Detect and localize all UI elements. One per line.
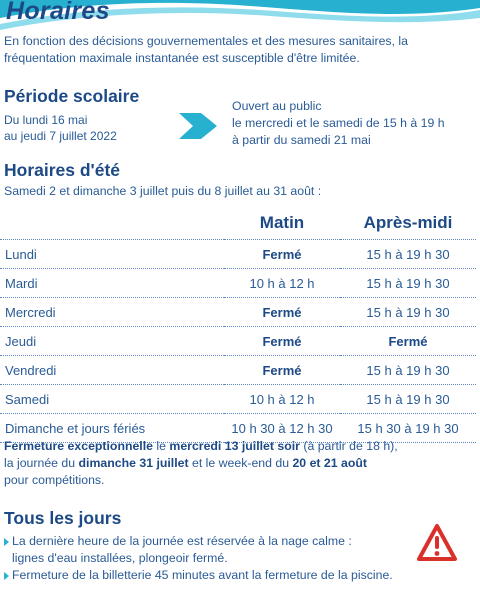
day-cell: Mardi: [0, 269, 224, 298]
morning-cell: Fermé: [224, 327, 340, 356]
table-row: [0, 269, 476, 298]
afternoon-cell: Fermé: [340, 327, 476, 356]
public-line: à partir du samedi 21 mai: [232, 133, 371, 147]
list-item-line: lignes d'eau installées, plongeoir fermé.: [12, 551, 228, 565]
summer-hours-table: [0, 207, 476, 443]
header-morning: Matin: [259, 213, 305, 232]
public-opening-info: [232, 98, 445, 149]
page-title: Horaires: [6, 0, 110, 25]
table-row: [0, 327, 476, 356]
warning-triangle-icon: [416, 523, 458, 563]
table-row: [0, 240, 476, 269]
intro-text: En fonction des décisions gouvernementales et des mesures sanitaires, la fréquentation maximale instantanée est susceptible d'être limitée.: [4, 34, 408, 65]
day-cell: Lundi: [0, 240, 224, 269]
table-row: [0, 298, 476, 327]
header-day: [0, 207, 224, 240]
notice-text: (à partir de 18 h),: [299, 439, 398, 453]
summer-hours-heading: Horaires d'été: [4, 160, 121, 180]
afternoon-cell: 15 h 30 à 19 h 30: [340, 414, 476, 443]
header-afternoon: Après-midi: [363, 213, 453, 232]
morning-cell: 10 h à 12 h: [224, 385, 340, 414]
table-row: [0, 385, 476, 414]
day-cell: Mercredi: [0, 298, 224, 327]
notice-bold: Fermeture exceptionnelle: [4, 439, 153, 453]
notice-bold: 20 et 21 août: [292, 456, 367, 470]
list-item-line: La dernière heure de la journée est réservée à la nage calme :: [12, 534, 352, 548]
notice-line: [4, 438, 478, 455]
public-line: le mercredi et le samedi de 15 h à 19 h: [232, 116, 445, 130]
afternoon-cell: 15 h à 19 h 30: [340, 385, 476, 414]
notice-bold: mercredi 13 juillet soir: [169, 439, 300, 453]
afternoon-cell: 15 h à 19 h 30: [340, 298, 476, 327]
list-item: Fermeture de la billetterie 45 minutes avant la fermeture de la piscine.: [4, 567, 478, 584]
afternoon-cell: 15 h à 19 h 30: [340, 240, 476, 269]
table-row: [0, 356, 476, 385]
morning-cell: Fermé: [224, 298, 340, 327]
morning-cell: 10 h à 12 h: [224, 269, 340, 298]
day-cell: Jeudi: [0, 327, 224, 356]
chevron-right-arrow-icon: [177, 109, 221, 143]
day-cell: Dimanche et jours fériés: [0, 414, 224, 443]
notice-text: la journée du: [4, 456, 79, 470]
notice-text: et le week-end du: [188, 456, 293, 470]
notice-line: [4, 455, 478, 472]
afternoon-cell: 15 h à 19 h 30: [340, 269, 476, 298]
everyday-heading: Tous les jours: [4, 508, 122, 528]
table-header-row: [0, 207, 476, 240]
day-cell: Vendredi: [0, 356, 224, 385]
notice-bold: dimanche 31 juillet: [78, 456, 189, 470]
day-cell: Samedi: [0, 385, 224, 414]
list-item: [4, 533, 478, 567]
school-period-dates: [4, 112, 117, 144]
school-dates-line: Du lundi 16 mai: [4, 113, 88, 127]
afternoon-cell: 15 h à 19 h 30: [340, 356, 476, 385]
morning-cell: 10 h 30 à 12 h 30: [224, 414, 340, 443]
school-period-heading: Période scolaire: [4, 86, 140, 106]
exceptional-closure-notice: [4, 438, 478, 489]
notice-line: pour compétitions.: [4, 473, 105, 487]
notice-text: le: [152, 439, 170, 453]
everyday-list: [4, 533, 478, 584]
school-dates-line: au jeudi 7 juillet 2022: [4, 129, 117, 143]
summer-subtitle: Samedi 2 et dimanche 3 juillet puis du 8 juillet au 31 août :: [4, 184, 322, 198]
morning-cell: Fermé: [224, 240, 340, 269]
public-line: Ouvert au public: [232, 99, 322, 113]
morning-cell: Fermé: [224, 356, 340, 385]
